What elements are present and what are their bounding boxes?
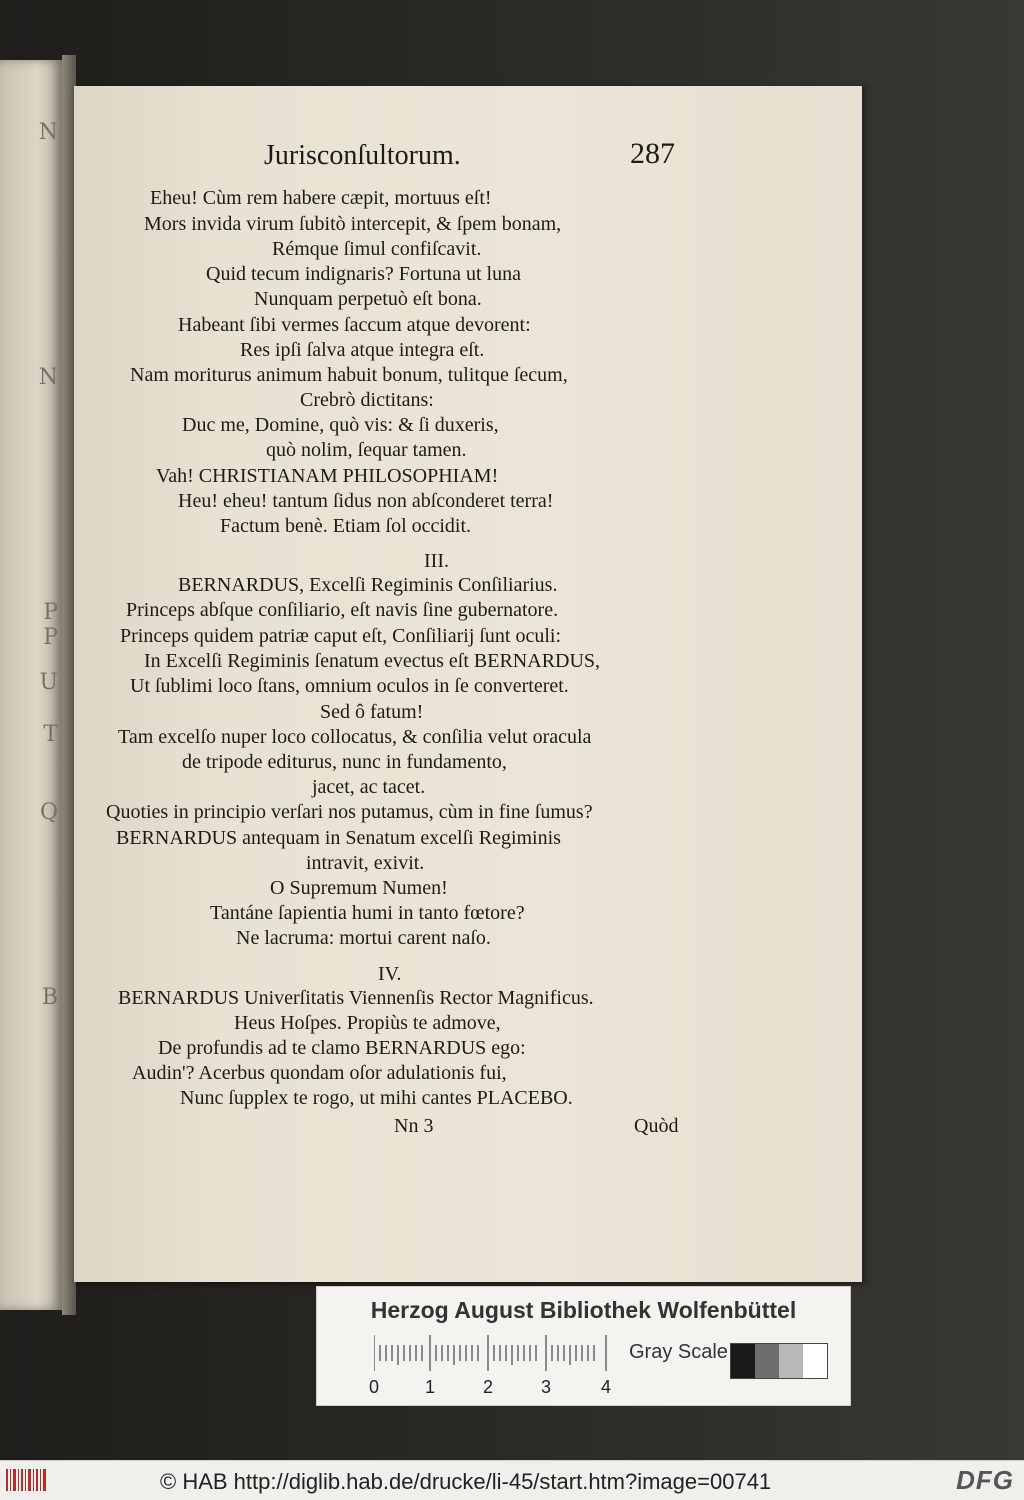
text-line: Princeps quidem patriæ caput eſt, Conſiliarij ſunt oculi: (120, 625, 562, 647)
section-numeral: III. (424, 550, 449, 572)
text-line: O Supremum Numen! (270, 877, 448, 899)
library-name: Herzog August Bibliothek Wolfenbüttel (370, 1297, 797, 1323)
text-line: de tripode editurus, nunc in fundamento, (182, 751, 507, 773)
signature-mark: Nn 3 (394, 1115, 434, 1137)
gray-patch (731, 1344, 755, 1378)
copyright-url[interactable]: © HAB http://diglib.hab.de/drucke/li-45/start.htm?image=00741 (160, 1469, 772, 1494)
gray-patch (803, 1344, 827, 1378)
catchword: Quòd (634, 1115, 679, 1137)
page-number: 287 (630, 137, 675, 170)
text-line: Princeps abſque conſiliario, eſt navis ſine gubernatore. (126, 599, 559, 621)
text-line: Tantáne ſapientia humi in tanto fœtore? (210, 902, 525, 924)
text-line: Mors invida virum ſubitò intercepit, & ſpem bonam, (144, 213, 562, 235)
text-line: Res ipſi ſalva atque integra eſt. (240, 339, 485, 361)
ghost-letter: B (41, 985, 58, 1010)
color-target-card (316, 1286, 851, 1406)
ghost-letter: Q (39, 800, 58, 825)
ruler-label: 0 (369, 1377, 380, 1397)
ruler-scale (374, 1335, 614, 1375)
ghost-letter: N (38, 120, 58, 145)
text-line: jacet, ac tacet. (312, 776, 426, 798)
text-line: Quoties in principio verſari nos putamus, cùm in fine ſumus? (106, 801, 593, 823)
footer-bar (0, 1460, 1024, 1500)
text-line: Heu! eheu! tantum ſidus non abſconderet terra! (178, 490, 554, 512)
ruler-label: 1 (425, 1377, 436, 1397)
text-line: intravit, exivit. (306, 852, 425, 874)
ruler-label: 2 (483, 1377, 494, 1397)
ghost-letter: P (43, 600, 58, 625)
text-line: Ne lacruma: mortui carent naſo. (236, 927, 491, 949)
ghost-letter: U (39, 670, 58, 695)
text-line: In Excelſi Regiminis ſenatum evectus eſt BERNARDUS, (144, 650, 601, 672)
page-text (74, 86, 862, 1282)
text-line: Tam excelſo nuper loco collocatus, & conſilia velut oracula (118, 726, 592, 748)
text-line: Nunc ſupplex te rogo, ut mihi cantes PLACEBO. (180, 1087, 573, 1109)
ruler-label: 4 (601, 1377, 612, 1397)
text-line: Nam moriturus animum habuit bonum, tulitque ſecum, (130, 364, 568, 386)
barcode-icon (6, 1467, 48, 1493)
text-line: Vah! CHRISTIANAM PHILOSOPHIAM! (156, 465, 499, 487)
text-line: Factum benè. Etiam ſol occidit. (220, 515, 472, 537)
section-heading: BERNARDUS Univerſitatis Viennenſis Rector Magnificus. (118, 987, 594, 1009)
text-line: Ut ſublimi loco ſtans, omnium oculos in ſe converteret. (130, 675, 569, 697)
text-line: Quid tecum indignaris? Fortuna ut luna (206, 263, 521, 285)
ghost-letter: P (43, 625, 58, 650)
text-line: De profundis ad te clamo BERNARDUS ego: (158, 1037, 526, 1059)
gray-patch (779, 1344, 803, 1378)
text-line: Duc me, Domine, quò vis: & ſi duxeris, (182, 414, 499, 436)
ghost-letter: N (38, 365, 58, 390)
running-title: Jurisconſultorum. (264, 140, 461, 171)
text-line: Eheu! Cùm rem habere cæpit, mortuus eſt! (150, 187, 492, 209)
text-line: Habeant ſibi vermes ſaccum atque devorent: (178, 314, 531, 336)
text-line: Nunquam perpetuò eſt bona. (254, 288, 482, 310)
previous-page-edge (0, 60, 62, 1310)
book-page (74, 86, 862, 1282)
ghost-letter: T (43, 722, 58, 747)
text-line: Heus Hoſpes. Propiùs te admove, (234, 1012, 501, 1034)
dfg-logo: DFG (956, 1465, 1014, 1495)
text-line: Audin'? Acerbus quondam oſor adulationis fui, (132, 1062, 507, 1084)
section-numeral: IV. (378, 963, 402, 985)
section-heading: BERNARDUS, Excelſi Regiminis Conſiliarius. (178, 574, 558, 596)
gray-scale-patches (730, 1343, 828, 1379)
text-line: quò nolim, ſequar tamen. (266, 439, 467, 461)
text-line: Crebrò dictitans: (300, 389, 434, 411)
text-line: Rémque ſimul confiſcavit. (272, 238, 482, 260)
ruler-label: 3 (541, 1377, 552, 1397)
gray-scale-label: Gray Scale (629, 1341, 728, 1363)
gray-patch (755, 1344, 779, 1378)
text-line: BERNARDUS antequam in Senatum excelſi Regiminis (116, 827, 561, 849)
text-line: Sed ô fatum! (320, 701, 424, 723)
